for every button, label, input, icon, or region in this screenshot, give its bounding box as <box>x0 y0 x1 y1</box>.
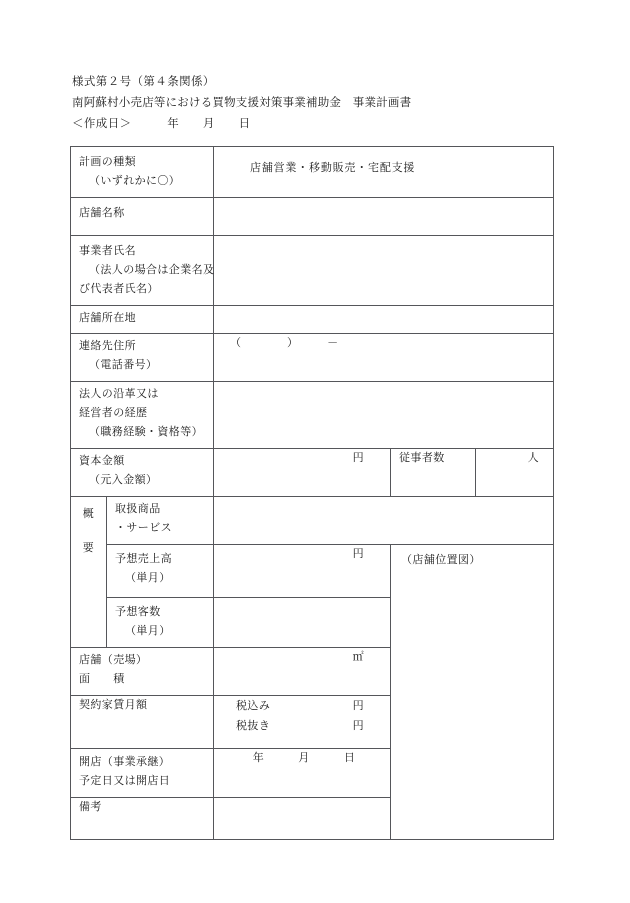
label-floor-area <box>71 648 214 696</box>
gaiyo-char-2: 要 <box>82 542 95 554</box>
label-remarks: 備考 <box>71 798 214 840</box>
value-open-date[interactable] <box>214 749 391 798</box>
label-plan-type <box>71 147 214 198</box>
value-remarks[interactable] <box>214 798 391 840</box>
label-capital-line1: 資本金額 <box>79 455 125 467</box>
label-store-address: 店舗所在地 <box>71 306 214 334</box>
document-title: 南阿蘇村小売店等における買物支援対策事業補助金 事業計画書 <box>72 97 412 109</box>
form-number: 様式第２号（第４条関係） <box>72 76 215 88</box>
label-operator-name <box>71 236 214 306</box>
document-header <box>72 72 572 135</box>
label-open-date <box>71 749 214 798</box>
label-employees: 従事者数 <box>391 449 476 497</box>
label-products-line2: ・サービス <box>115 522 172 534</box>
floor-area-unit: ㎡ <box>352 651 365 663</box>
value-store-name[interactable] <box>214 198 554 236</box>
label-floor-line1: 店舗（売場） <box>79 654 148 666</box>
label-history-line1: 法人の沿革又は <box>79 388 159 400</box>
value-capital[interactable] <box>214 449 391 497</box>
label-plan-type-line1: 計画の種類 <box>79 156 136 168</box>
label-history <box>71 382 214 449</box>
rent-tax-included-unit: 円 <box>352 700 365 712</box>
label-rent: 契約家賃月額 <box>71 696 214 749</box>
value-rent[interactable] <box>214 696 391 749</box>
label-open-date-line1: 開店（事業承継） <box>79 756 171 768</box>
rent-tax-included-row <box>214 696 390 716</box>
table-row-store-name <box>71 198 554 236</box>
value-expected-customers[interactable] <box>214 598 391 648</box>
capital-unit: 円 <box>352 452 365 464</box>
label-products <box>107 497 214 545</box>
open-date-pattern: 年 月 日 <box>252 752 356 764</box>
expected-sales-unit: 円 <box>352 548 365 560</box>
label-contact-address <box>71 334 214 382</box>
label-gaiyo-vertical <box>71 497 107 648</box>
gaiyo-char-1: 概 <box>82 508 95 520</box>
plan-type-options: 店舗営業・移動販売・宅配支援 <box>250 162 416 174</box>
label-customers-line1: 予想客数 <box>115 606 161 618</box>
label-expected-customers <box>107 598 214 648</box>
label-capital <box>71 449 214 497</box>
table-row-expected-sales <box>71 545 554 598</box>
table-row-history <box>71 382 554 449</box>
value-expected-sales[interactable] <box>214 545 391 598</box>
label-operator-line2: （法人の場合は企業名及 <box>89 264 215 276</box>
value-employees[interactable] <box>476 449 554 497</box>
value-store-address[interactable] <box>214 306 554 334</box>
value-contact-phone[interactable] <box>214 334 554 382</box>
label-history-line3: （職務経験・資格等） <box>89 426 203 438</box>
label-plan-type-line2: （いずれかに〇） <box>89 175 181 187</box>
rent-tax-excluded-unit: 円 <box>352 720 365 732</box>
label-sales-line2: （単月） <box>125 572 171 584</box>
map-label: （店舗位置図） <box>401 554 481 566</box>
value-plan-type[interactable] <box>214 147 554 198</box>
value-floor-area[interactable] <box>214 648 391 696</box>
employees-unit: 人 <box>527 452 540 464</box>
table-row-store-address <box>71 306 554 334</box>
business-plan-table <box>70 146 554 840</box>
label-open-date-line2: 予定日又は開店日 <box>79 775 171 787</box>
table-row-operator-name <box>71 236 554 306</box>
label-history-line2: 経営者の経歴 <box>79 407 148 419</box>
label-contact-line2: （電話番号） <box>89 359 158 371</box>
label-sales-line1: 予想売上高 <box>115 553 172 565</box>
rent-tax-excluded-label: 税抜き <box>236 720 271 732</box>
label-operator-line1: 事業者氏名 <box>79 245 136 257</box>
label-expected-sales <box>107 545 214 598</box>
table-row-contact-address <box>71 334 554 382</box>
rent-tax-included-label: 税込み <box>236 700 271 712</box>
label-products-line1: 取扱商品 <box>115 503 161 515</box>
store-location-map-cell[interactable] <box>391 545 554 840</box>
table-row-plan-type <box>71 147 554 198</box>
creation-date-line: ＜作成日＞ 年 月 日 <box>72 118 251 130</box>
label-capital-line2: （元入金額） <box>89 474 158 486</box>
rent-tax-excluded-row <box>214 716 390 736</box>
label-customers-line2: （単月） <box>125 625 171 637</box>
table-row-products <box>71 497 554 545</box>
value-products[interactable] <box>214 497 554 545</box>
value-operator-name[interactable] <box>214 236 554 306</box>
phone-number-pattern: （ ） － <box>230 337 339 349</box>
table-row-capital <box>71 449 554 497</box>
label-contact-line1: 連絡先住所 <box>79 340 136 352</box>
value-history[interactable] <box>214 382 554 449</box>
label-operator-line3: び代表者氏名） <box>79 283 159 295</box>
label-floor-line2: 面 積 <box>79 673 125 685</box>
label-store-name: 店舗名称 <box>71 198 214 236</box>
